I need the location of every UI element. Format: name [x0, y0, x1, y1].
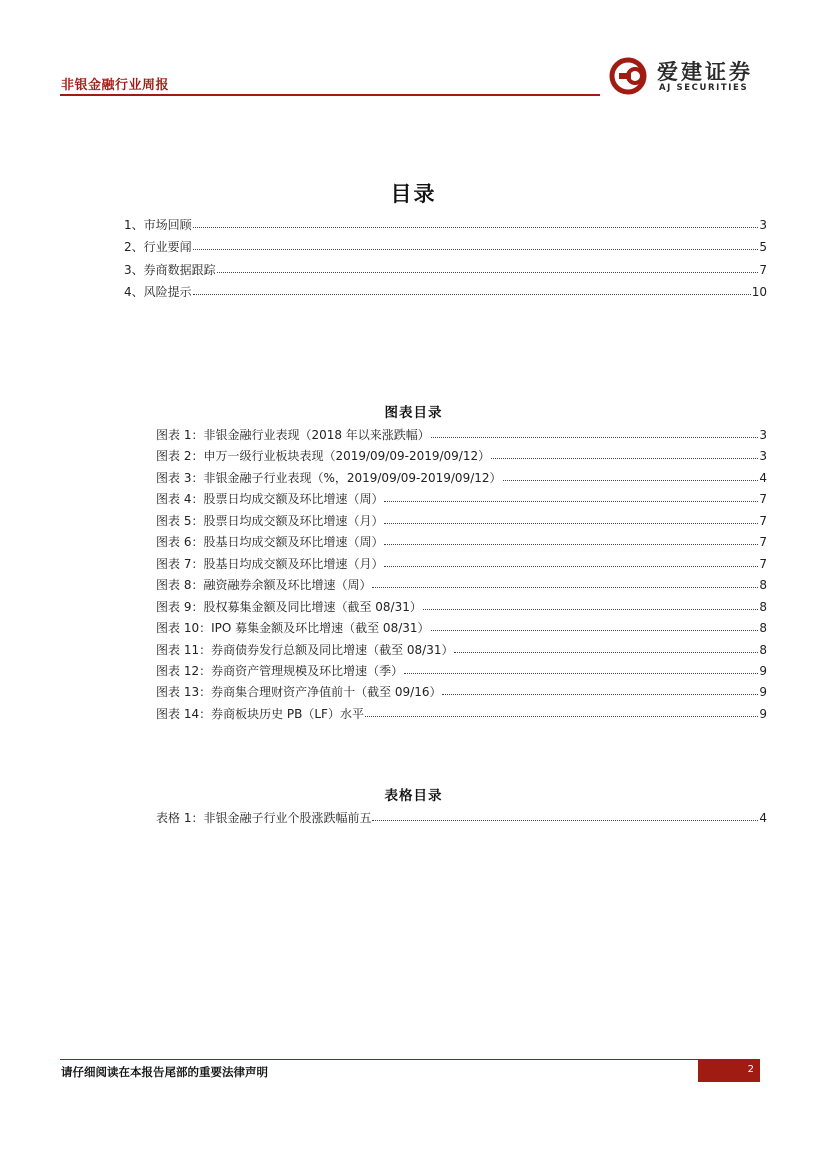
toc-entry-page: 3 [759, 218, 767, 232]
toc-entry-label: 图表 3：非银金融子行业表现（%，2019/09/09-2019/09/12） [156, 470, 502, 485]
logo-company-name: 爱建证券 [657, 60, 753, 84]
logo-mark-icon [609, 56, 653, 96]
toc-entry-page: 8 [759, 621, 767, 636]
toc-entry[interactable] [156, 810, 767, 826]
toc-entry-label: 图表 6：股基日均成交额及环比增速（周） [156, 535, 384, 550]
toc-entry-label: 图表 1：非银金融行业表现（2018 年以来涨跌幅） [156, 428, 430, 442]
toc-entry[interactable] [156, 599, 767, 615]
toc-entry-label: 图表 4：股票日均成交额及环比增速（周） [156, 492, 384, 507]
toc-entry[interactable] [156, 470, 767, 486]
toc-entry-page: 7 [759, 492, 767, 507]
toc-entry[interactable] [156, 642, 767, 658]
toc-leader-dots [193, 217, 759, 228]
toc-leader-dots [454, 642, 758, 653]
legal-notice: 请仔细阅读在本报告尾部的重要法律声明 [61, 1065, 268, 1079]
toc-entry[interactable] [156, 534, 767, 550]
header-rule [60, 94, 600, 96]
toc-entry-label: 图表 13：券商集合理财资产净值前十（截至 09/16） [156, 685, 442, 700]
toc-entry-page: 9 [759, 685, 767, 700]
toc-leader-dots [372, 577, 758, 588]
toc-entry-page: 8 [759, 578, 767, 593]
figures-title: 图表目录 [384, 405, 443, 421]
toc-leader-dots [431, 427, 759, 438]
toc-leader-dots [193, 239, 759, 250]
toc-entry-label: 图表 12：券商资产管理规模及环比增速（季） [156, 663, 404, 678]
toc-leader-dots [442, 684, 758, 695]
toc-leader-dots [193, 284, 751, 295]
toc-entry-page: 3 [759, 449, 767, 464]
footer-rule [60, 1059, 760, 1060]
toc-entry-label: 图表 10：IPO 募集金额及环比增速（截至 08/31） [156, 621, 430, 636]
toc-entry-label: 图表 8：融资融券余额及环比增速（周） [156, 578, 372, 593]
toc-entry-label: 图表 7：股基日均成交额及环比增速（月） [156, 556, 384, 571]
toc-entry-page: 4 [759, 470, 767, 485]
page-number-box [698, 1060, 760, 1082]
toc-entry-label: 图表 9：股权募集金额及同比增速（截至 08/31） [156, 599, 422, 614]
toc-entry[interactable] [156, 577, 767, 593]
toc-entry[interactable] [156, 448, 767, 464]
toc-leader-dots [404, 663, 758, 674]
toc-leader-dots [503, 470, 759, 481]
toc-entry-page: 7 [759, 535, 767, 550]
toc-leader-dots [423, 599, 759, 610]
toc-entry-page: 8 [759, 599, 767, 614]
toc-entry[interactable] [156, 513, 767, 529]
company-logo [609, 56, 769, 96]
toc-entry[interactable] [124, 262, 767, 278]
report-category-title: 非银金融行业周报 [61, 78, 170, 93]
toc-leader-dots [365, 706, 758, 717]
toc-leader-dots [384, 556, 758, 567]
toc-entry-label: 表格 1：非银金融子行业个股涨跌幅前五 [156, 811, 372, 825]
toc-entry-page: 7 [759, 556, 767, 571]
toc-entry[interactable] [156, 427, 767, 443]
toc-leader-dots [491, 448, 758, 459]
toc-entry-page: 7 [759, 262, 767, 277]
toc-entry-page: 9 [759, 663, 767, 678]
toc-entry-page: 7 [759, 513, 767, 528]
toc-leader-dots [384, 513, 758, 524]
toc-leader-dots [384, 534, 758, 545]
toc-entry[interactable] [124, 284, 767, 300]
toc-leader-dots [372, 810, 758, 821]
toc-entry[interactable] [124, 239, 767, 255]
tables-title: 表格目录 [384, 788, 443, 804]
toc-entry-label: 3、券商数据跟踪 [124, 262, 216, 277]
toc-title: 目录 [390, 182, 437, 206]
toc-entry[interactable] [124, 217, 767, 233]
toc-entry-page: 5 [759, 240, 767, 255]
toc-entry-label: 图表 5：股票日均成交额及环比增速（月） [156, 513, 384, 528]
toc-entry-label: 图表 11：券商债券发行总额及同比增速（截至 08/31） [156, 642, 454, 657]
toc-leader-dots [217, 262, 759, 273]
toc-entry-page: 8 [759, 642, 767, 657]
toc-entry[interactable] [156, 684, 767, 700]
toc-entry[interactable] [156, 556, 767, 572]
toc-entry[interactable] [156, 663, 767, 679]
toc-entry-label: 4、风险提示 [124, 284, 192, 299]
toc-entry-label: 图表 2：申万一级行业板块表现（2019/09/09-2019/09/12） [156, 449, 491, 464]
page-number: 2 [747, 1064, 754, 1075]
toc-leader-dots [431, 620, 759, 631]
toc-entry-label: 1、市场回顾 [124, 218, 192, 232]
toc-entry-page: 10 [751, 284, 767, 299]
toc-entry-page: 4 [759, 811, 767, 825]
toc-entry-label: 图表 14：券商板块历史 PB（LF）水平 [156, 706, 364, 721]
toc-leader-dots [384, 491, 758, 502]
toc-entry-page: 9 [759, 706, 767, 721]
toc-entry-label: 2、行业要闻 [124, 240, 192, 255]
toc-entry-page: 3 [759, 428, 767, 442]
logo-english-name: AJ SECURITIES [659, 83, 749, 93]
toc-entry[interactable] [156, 706, 767, 722]
toc-entry[interactable] [156, 491, 767, 507]
toc-entry[interactable] [156, 620, 767, 636]
